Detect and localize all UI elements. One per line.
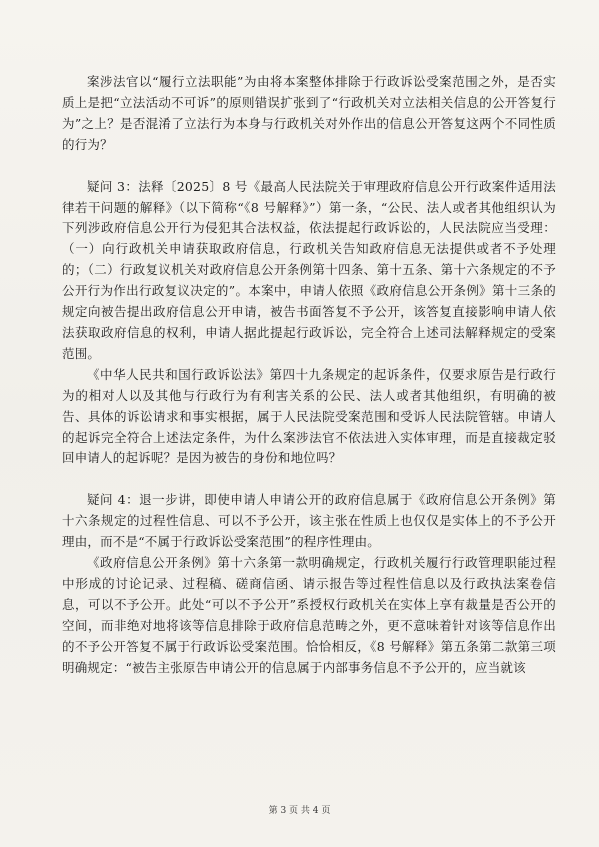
paragraph-gap (62, 469, 556, 490)
paragraph-question-4: 疑问 4：退一步讲，即使申请人申请公开的政府信息属于《政府信息公开条例》第十六条规定的过程性信息、可以不予公开，该主张在性质上也仅仅是实体上的不予公开理由，而不是“不属于行政诉讼受案范围”的程序性理由。 (62, 492, 556, 550)
paragraph-question-3: 疑问 3：法释〔2025〕8 号《最高人民法院关于审理政府信息公开行政案件适用法律若干问题的解释》（以下简称“《8 号解释》”）第一条，“公民、法人或者其他组织认为下列涉政府信息公开行为侵犯其合法权益，依法提起行政诉讼的，人民法院应当受理：（一）向行政机关申请获取政府信息，行政机关告知政府信息无法提供或者不予处理的；（二）行政复议机关对政府信息公开条例第十四条、第十五条、第十六条规定的不予公开行为作出行政复议决定的”。本案中，申请人依照《政府信息公开条例》第十三条的规定向被告提出政府信息公开申请，被告书面答复不予公开，该答复直接影响申请人依法获取政府信息的权利，申请人据此提起行政诉讼，完全符合上述司法解释规定的受案范围。 (62, 178, 556, 361)
paragraph-article-16: 《政府信息公开条例》第十六条第一款明确规定，行政机关履行行政管理职能过程中形成的讨论记录、过程稿、磋商信函、请示报告等过程性信息以及行政执法案卷信息，可以不予公开。此处“可以不予公开”系授权行政机关在实体上享有裁量是否公开的空间，而非绝对地将该等信息排除于政府信息范畴之外，更不意味着针对该等信息作出的不予公开答复不属于行政诉讼受案范围。恰恰相反，《8 号解释》第五条第二款第三项明确规定：“被告主张原告申请公开的信息属于内部事务信息不予公开的，应当就该 (62, 555, 556, 675)
paragraph-legislative-function: 案涉法官以“履行立法职能”为由将本案整体排除于行政诉讼受案范围之外，是否实质上是把“立法活动不可诉”的原则错误扩张到了“行政机关对立法相关信息的公开答复行为”之上？是否混淆了立法行为本身与行政机关对外作出的信息公开答复这两个不同性质的行为？ (62, 74, 556, 152)
paragraph-litigation-law: 《中华人民共和国行政诉讼法》第四十九条规定的起诉条件，仅要求原告是行政行为的相对人以及其他与行政行为有利害关系的公民、法人或者其他组织，有明确的被告、具体的诉讼请求和事实根据，属于人民法院受案范围和受诉人民法院管辖。申请人的起诉完全符合上述法定条件，为什么案涉法官不依法进入实体审理，而是直接裁定驳回申请人的起诉呢？是因为被告的身份和地位吗？ (62, 366, 556, 466)
page-number: 第 3 页 共 4 页 (268, 806, 331, 816)
document-body (62, 72, 556, 678)
paragraph-gap (62, 156, 556, 177)
